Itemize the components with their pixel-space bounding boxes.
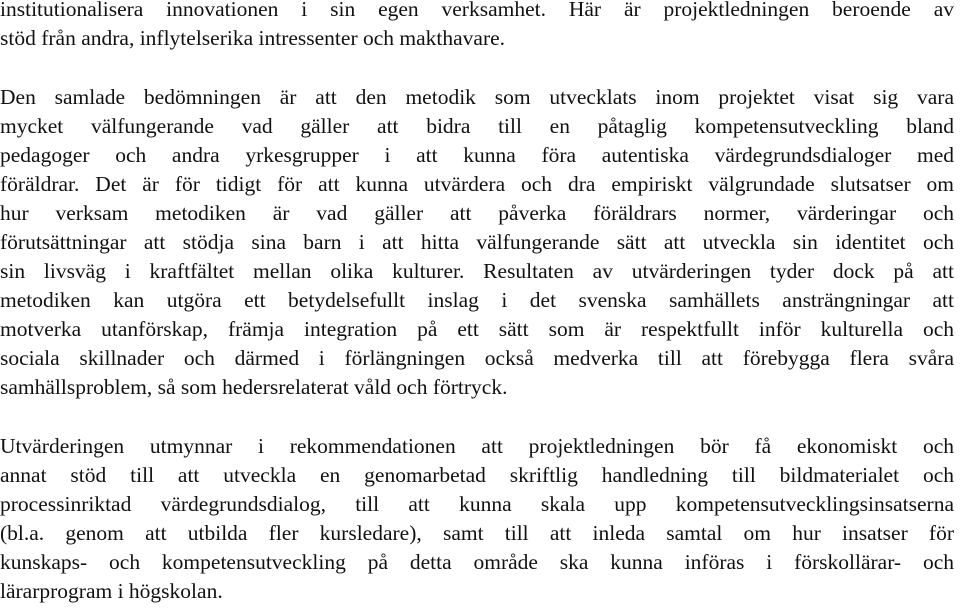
- paragraph-3-line-5: kunskaps- och kompetensutveckling på detta område ska kunna införas i förskollärar- och: [0, 550, 954, 574]
- paragraph-2-line-9: motverka utanförskap, främja integration på ett sätt som är respektfullt inför kulturella och: [0, 317, 954, 341]
- paragraph-2-line-5: hur verksam metodiken är vad gäller att påverka föräldrars normer, värderingar och: [0, 201, 954, 225]
- paragraph-3-line-3: processinriktad värdegrundsdialog, till att kunna skala upp kompetensutvecklingsinsatserna: [0, 492, 954, 516]
- paragraph-3-line-6: lärarprogram i högskolan.: [0, 579, 223, 603]
- paragraph-2-line-3: pedagoger och andra yrkesgrupper i att kunna föra autentiska värdegrundsdialoger med: [0, 143, 954, 167]
- paragraph-2-line-8: metodiken kan utgöra ett betydelsefullt inslag i det svenska samhällets ansträngningar att: [0, 288, 954, 312]
- paragraph-2-line-2: mycket välfungerande vad gäller att bidra till en påtaglig kompetensutveckling bland: [0, 114, 954, 138]
- paragraph-2-line-1: Den samlade bedömningen är att den metodik som utvecklats inom projektet visat sig vara: [0, 85, 954, 109]
- paragraph-1-line-2: stöd från andra, inflytelserika intressenter och makthavare.: [0, 26, 506, 50]
- paragraph-2-line-10: sociala skillnader och därmed i förlängningen också medverka till att förebygga flera svåra: [0, 346, 954, 370]
- paragraph-3-line-4: (bl.a. genom att utbilda fler kursledare), samt till att inleda samtal om hur insatser för: [0, 521, 954, 545]
- paragraph-3-line-1: Utvärderingen utmynnar i rekommendationen att projektledningen bör få ekonomiskt och: [0, 434, 954, 458]
- paragraph-2-line-4: föräldrar. Det är för tidigt för att kunna utvärdera och dra empiriskt välgrundade slutsatser om: [0, 172, 954, 196]
- paragraph-2-line-7: sin livsväg i kraftfältet mellan olika kulturer. Resultaten av utvärderingen tyder dock på att: [0, 259, 954, 283]
- paragraph-2-line-6: förutsättningar att stödja sina barn i att hitta välfungerande sätt att utveckla sin identitet och: [0, 230, 954, 254]
- paragraph-2-line-11: samhällsproblem, så som hedersrelaterat våld och förtryck.: [0, 375, 508, 399]
- paragraph-3-line-2: annat stöd till att utveckla en genomarbetad skriftlig handledning till bildmaterialet och: [0, 463, 954, 487]
- paragraph-1-line-1: institutionalisera innovationen i sin egen verksamhet. Här är projektledningen beroende av: [0, 0, 954, 21]
